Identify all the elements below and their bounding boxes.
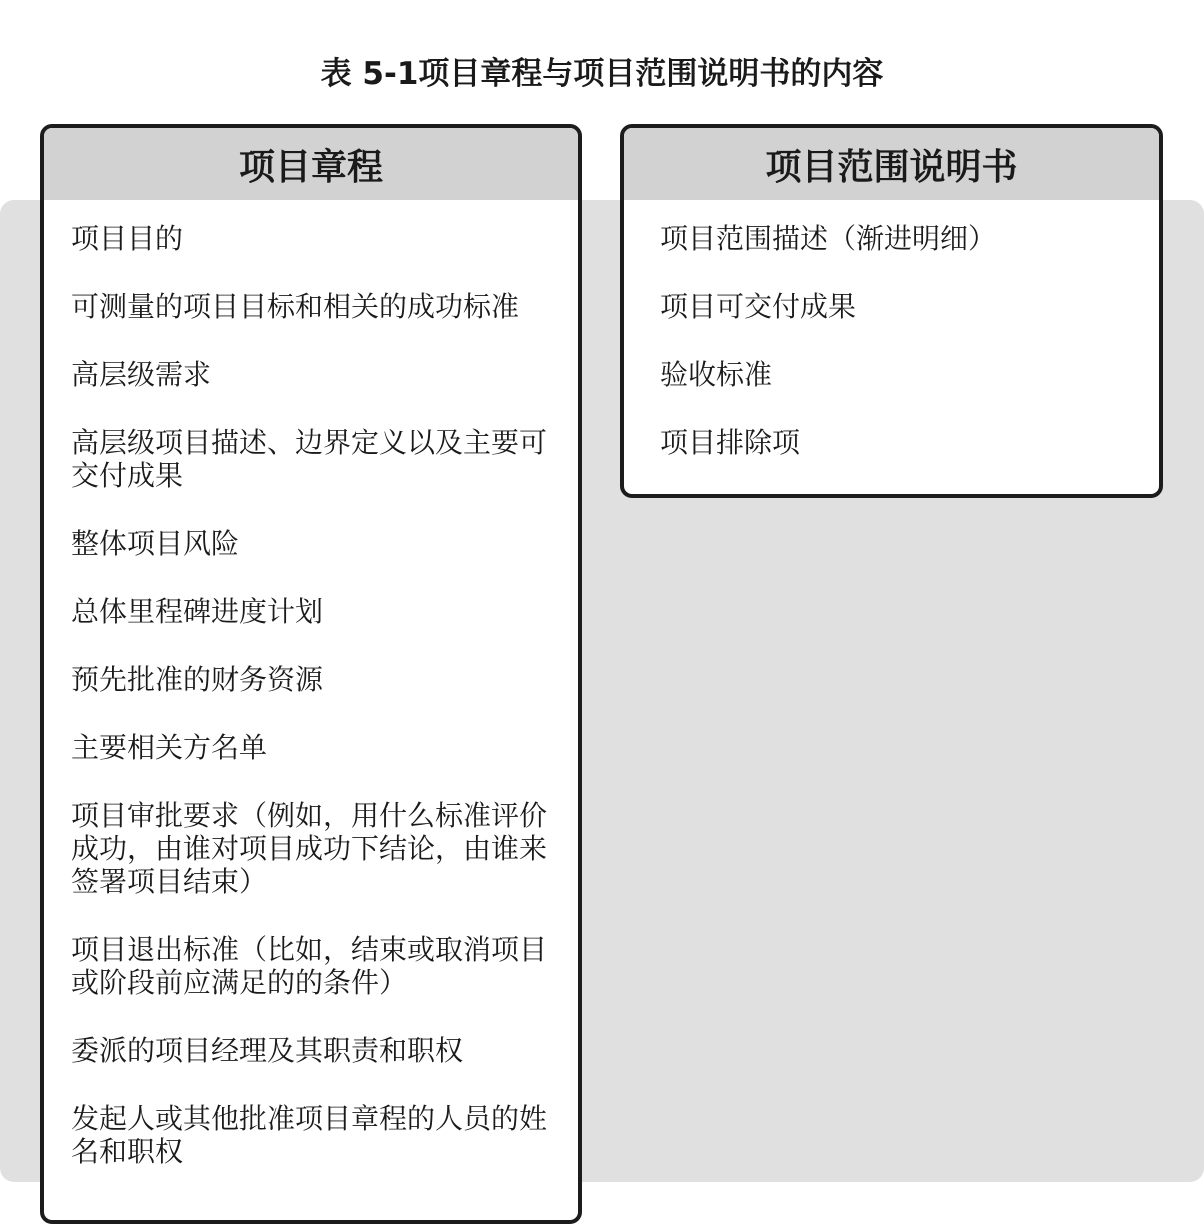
list-item: 项目范围描述（渐进明细） [660,222,997,255]
project-charter-list [44,200,578,1168]
list-item: 项目目的 [71,222,184,255]
list-item: 可测量的项目目标和相关的成功标准 [71,290,520,323]
list-item: 项目退出标准（比如，结束或取消项目或阶段前应满足的的条件） [71,933,548,999]
list-item: 发起人或其他批准项目章程的人员的姓名和职权 [71,1102,548,1168]
table-title: 表 5-1项目章程与项目范围说明书的内容 [320,56,884,92]
scope-statement-header: 项目范围说明书 [624,128,1159,200]
list-item: 高层级需求 [71,358,212,391]
scope-statement-list [624,200,1159,459]
list-item: 项目排除项 [660,426,801,459]
list-item: 总体里程碑进度计划 [71,595,324,628]
list-item: 项目可交付成果 [660,290,857,323]
list-item: 整体项目风险 [71,527,240,560]
scope-statement-panel [620,124,1163,498]
list-item: 委派的项目经理及其职责和职权 [71,1034,464,1067]
list-item: 高层级项目描述、边界定义以及主要可交付成果 [71,426,548,492]
project-charter-panel [40,124,582,1224]
project-charter-header: 项目章程 [44,128,578,200]
list-item: 验收标准 [660,358,773,391]
list-item: 预先批准的财务资源 [71,663,324,696]
list-item: 主要相关方名单 [71,731,268,764]
list-item: 项目审批要求（例如，用什么标准评价成功，由谁对项目成功下结论，由谁来签署项目结束） [71,799,548,898]
